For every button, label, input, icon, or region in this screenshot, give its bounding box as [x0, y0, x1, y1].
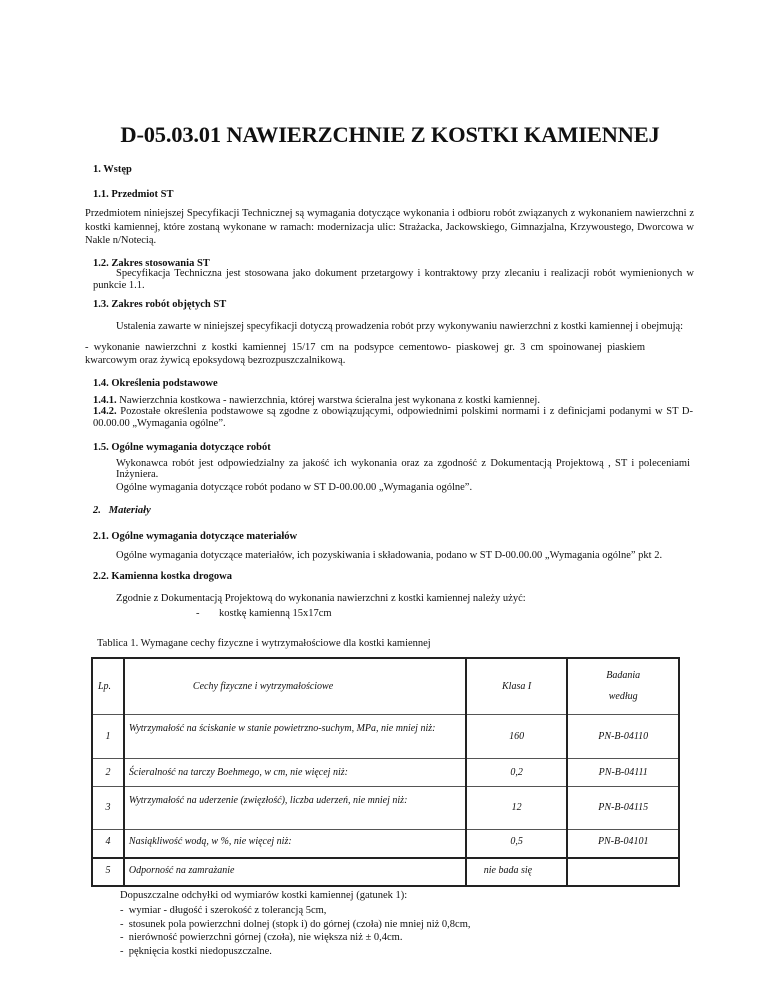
section-number: 2. — [93, 505, 101, 516]
tolerance-item: - wymiar - długość i szerokość z tolerancją 5cm, — [120, 905, 327, 916]
table-caption: Tablica 1. Wymagane cechy fizyczne i wytrzymałościowe dla kostki kamiennej — [97, 638, 431, 649]
cell-badania: PN-B-04101 — [567, 829, 679, 858]
bullet: - — [196, 608, 200, 619]
cell-lp: 3 — [92, 786, 124, 829]
table-row — [92, 786, 679, 829]
tolerance-text: nierówność powierzchni górnej (czoła), nie większa niż ± 0,4cm. — [128, 932, 403, 943]
tolerances-intro: Dopuszczalne odchyłki od wymiarów kostki kamiennej (gatunek 1): — [120, 890, 408, 901]
tolerance-item: - nierówność powierzchni górnej (czoła), nie większa niż ± 0,4cm. — [120, 932, 403, 943]
paragraph: Ogólne wymagania dotyczące robót podano w ST D-00.00.00 „Wymagania ogólne”. — [116, 482, 473, 493]
cell-lp: 1 — [92, 714, 124, 758]
section-heading: 1.1. Przedmiot ST — [93, 189, 174, 200]
cell-cechy: Wytrzymałość na uderzenie (zwięzłość), liczba uderzeń, nie mniej niż: — [124, 786, 466, 829]
cell-lp: 5 — [92, 858, 124, 886]
cell-cechy: Nasiąkliwość wodą, w %, nie więcej niż: — [124, 829, 466, 858]
section-heading — [93, 504, 151, 517]
cell-klasa: nie bada się — [466, 858, 568, 886]
tolerance-text: pęknięcia kostki niedopuszczalne. — [128, 946, 272, 957]
scope-item: - wykonanie nawierzchni z kostki kamiennej 15/17 cm na podsypce cementowo- piaskowej gr. 3 cm spoinowanej piaskiem kwarcowym oraz żywicą epoksydową bezrozpuszczalnikową. — [85, 342, 645, 366]
table-row — [92, 758, 679, 786]
definition-number: 1.4.2. — [93, 406, 117, 418]
cell-lp: 2 — [92, 758, 124, 786]
header-badania-line1: Badania — [606, 670, 641, 682]
section-heading: 1.5. Ogólne wymagania dotyczące robót — [93, 442, 271, 453]
definition-text: Pozostałe określenia podstawowe są zgodne z obowiązującymi, odpowiednimi polskimi normami i z definicjami podanymi w ST D-00.00.00 „Wymagania ogólne”. — [93, 406, 693, 429]
section-heading: 2.1. Ogólne wymagania dotyczące materiałów — [93, 531, 298, 542]
paragraph: Specyfikacja Techniczna jest stosowana jako dokument przetargowy i kontraktowy przy zlecaniu i realizacji robót wymienionych w punkcie 1.1. — [93, 268, 694, 291]
tolerance-item: - pęknięcia kostki niedopuszczalne. — [120, 946, 272, 957]
cell-cechy: Wytrzymałość na ściskanie w stanie powietrzno-suchym, MPa, nie mniej niż: — [124, 714, 466, 758]
paragraph: Ogólne wymagania dotyczące materiałów, ich pozyskiwania i składowania, podano w ST D-00.00.00 „Wymagania ogólne” pkt 2. — [116, 550, 663, 561]
section-heading: 1.4. Określenia podstawowe — [93, 378, 218, 389]
cell-lp: 4 — [92, 829, 124, 858]
section-heading: 1.3. Zakres robót objętych ST — [93, 299, 227, 310]
cell-badania: PN-B-04115 — [567, 786, 679, 829]
definition-number: 1.4.1. — [93, 395, 117, 406]
table-row — [92, 858, 679, 886]
cell-badania — [567, 858, 679, 886]
tolerance-text: wymiar - długość i szerokość z tolerancją 5cm, — [128, 905, 327, 916]
cell-badania: PN-B-04111 — [567, 758, 679, 786]
section-heading: 2.2. Kamienna kostka drogowa — [93, 571, 232, 582]
header-cechy: Cechy fizyczne i wytrzymałościowe — [124, 658, 466, 714]
document-title: D-05.03.01 NAWIERZCHNIE Z KOSTKI KAMIENNEJ — [120, 122, 660, 147]
cell-klasa: 0,5 — [466, 829, 568, 858]
cell-klasa: 160 — [466, 714, 568, 758]
cell-cechy: Ścieralność na tarczy Boehmego, w cm, nie więcej niż: — [124, 758, 466, 786]
tolerance-item: - stosunek pola powierzchni dolnej (stopk i) do górnej (czoła) nie mniej niż 0,8cm, — [120, 919, 471, 930]
cell-klasa: 12 — [466, 786, 568, 829]
paragraph: Przedmiotem niniejszej Specyfikacji Technicznej są wymagania dotyczące wykonania i odbioru robót związanych z wykonaniem nawierzchni z kostki kamiennej, które zostaną wykonane w ramach: modernizacja ulic: Strażacka, Jackowskiego, Gimnazjalna, Krzywoustego, Dworcowa w Nakle n/Notecią. — [85, 208, 694, 246]
definition — [93, 395, 693, 429]
paragraph: Ustalenia zawarte w niniejszej specyfikacji dotyczą prowadzenia robót przy wykonywaniu nawierzchni z kostki kamiennej i obejmują: — [116, 321, 684, 332]
definition-text: Nawierzchnia kostkowa - nawierzchnia, której warstwa ścieralna jest wykonana z kostki kamiennej. — [119, 395, 540, 406]
cell-badania: PN-B-04110 — [567, 714, 679, 758]
section-heading: 1. Wstęp — [93, 164, 132, 175]
cell-klasa: 0,2 — [466, 758, 568, 786]
properties-table — [91, 657, 680, 887]
section-heading: 1.2. Zakres stosowania ST — [93, 258, 210, 269]
header-badania — [567, 658, 679, 714]
material-item: kostkę kamienną 15x17cm — [219, 608, 332, 619]
header-klasa: Klasa I — [466, 658, 568, 714]
table-row — [92, 714, 679, 758]
tolerance-text: stosunek pola powierzchni dolnej (stopk i) do górnej (czoła) nie mniej niż 0,8cm, — [128, 919, 471, 930]
cell-cechy: Odporność na zamrażanie — [124, 858, 466, 886]
header-lp: Lp. — [92, 658, 124, 714]
paragraph: Wykonawca robót jest odpowiedzialny za jakość ich wykonania oraz za zgodność z Dokumentacją Projektową , ST i poleceniami Inżyniera. — [116, 458, 690, 481]
table-row — [92, 829, 679, 858]
paragraph: Zgodnie z Dokumentacją Projektową do wykonania nawierzchni z kostki kamiennej należy użyć: — [116, 593, 526, 604]
header-badania-line2: według — [608, 691, 638, 703]
section-label: Materiały — [108, 505, 151, 516]
table-header-row — [92, 658, 679, 714]
